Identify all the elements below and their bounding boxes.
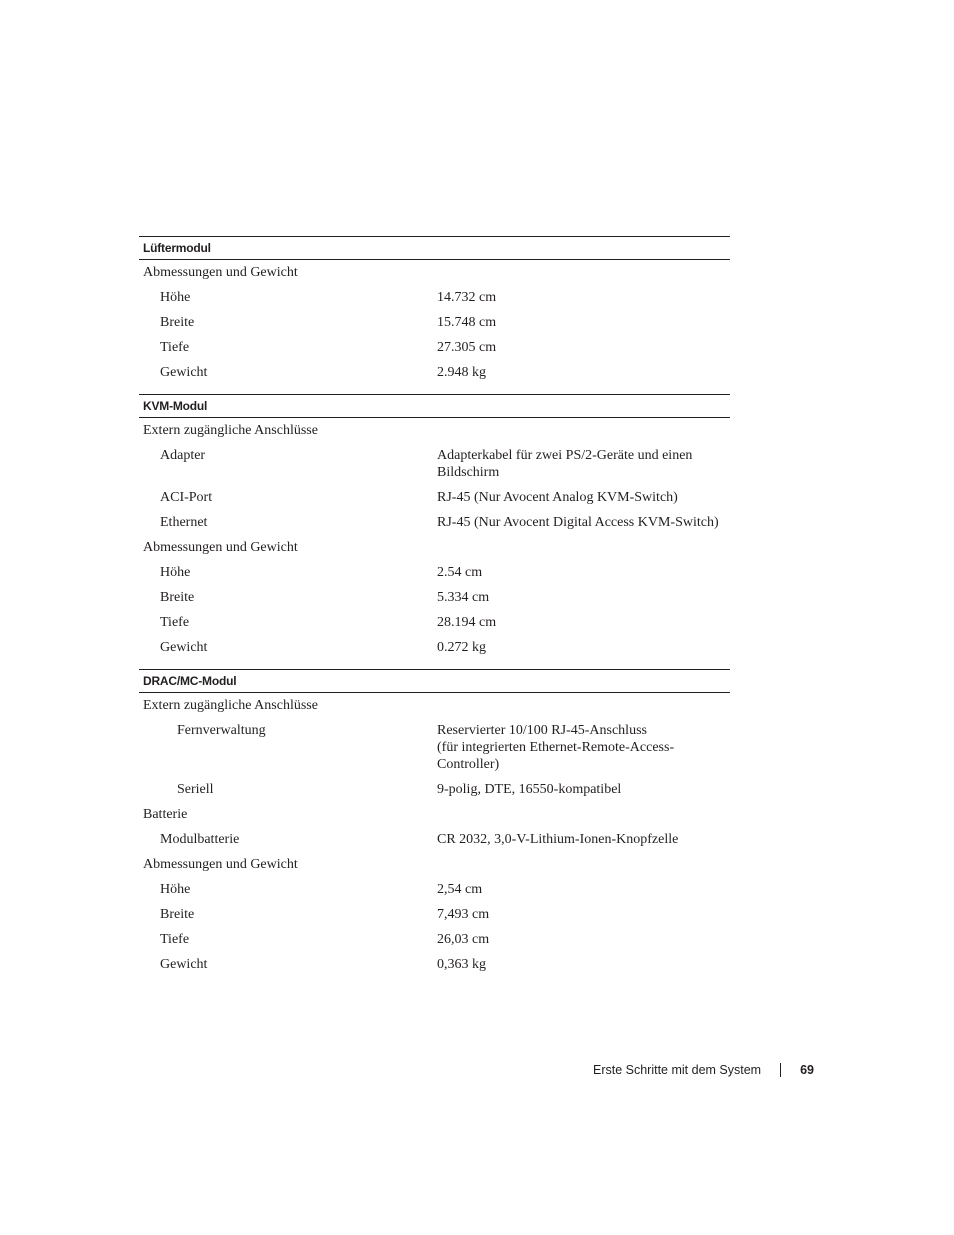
spec-row — [139, 927, 730, 952]
spec-table — [139, 236, 730, 977]
spec-value: Reservierter 10/100 RJ-45-Anschluss (für integrierten Ethernet-Remote-Access-Controller) — [437, 723, 675, 772]
spec-value: 7,493 cm — [437, 907, 490, 922]
spec-value: RJ-45 (Nur Avocent Analog KVM-Switch) — [437, 490, 678, 505]
page-number: 69 — [800, 1063, 814, 1077]
group-label: Abmessungen und Gewicht — [143, 857, 298, 872]
group-label: Abmessungen und Gewicht — [143, 540, 298, 555]
spec-row — [139, 635, 730, 660]
spec-value: 2.948 kg — [437, 365, 486, 380]
spec-label: Adapter — [160, 448, 206, 463]
spec-label: Tiefe — [160, 615, 190, 630]
spec-label: Gewicht — [160, 957, 208, 972]
page-footer — [593, 1061, 814, 1079]
spec-value: 2,54 cm — [437, 882, 483, 897]
spec-label: Ethernet — [160, 515, 208, 530]
section-drac-mc-modul — [139, 669, 730, 977]
group-label: Extern zugängliche Anschlüsse — [143, 423, 318, 438]
spec-label: Fernverwaltung — [177, 723, 266, 738]
spec-row — [139, 585, 730, 610]
footer-divider — [780, 1063, 781, 1077]
spec-row — [139, 877, 730, 902]
spec-value: 2.54 cm — [437, 565, 483, 580]
spec-row — [139, 443, 730, 485]
spec-value: 15.748 cm — [437, 315, 497, 330]
section-title: DRAC/MC-Modul — [139, 669, 730, 693]
spec-label: Seriell — [177, 782, 214, 797]
spec-label: Gewicht — [160, 640, 208, 655]
group-label: Extern zugängliche Anschlüsse — [143, 698, 318, 713]
section-kvm-modul — [139, 394, 730, 660]
spec-row — [139, 952, 730, 977]
spec-label: Höhe — [160, 882, 191, 897]
section-title: KVM-Modul — [139, 394, 730, 418]
spec-label: Modulbatterie — [160, 832, 240, 847]
group-label: Abmessungen und Gewicht — [143, 265, 298, 280]
spec-value: 14.732 cm — [437, 290, 497, 305]
spec-value: 0.272 kg — [437, 640, 486, 655]
group-row — [139, 260, 730, 285]
spec-value: 5.334 cm — [437, 590, 490, 605]
spec-value: RJ-45 (Nur Avocent Digital Access KVM-Switch) — [437, 515, 719, 530]
spec-label: Höhe — [160, 565, 191, 580]
spec-row — [139, 777, 730, 802]
spec-value: 0,363 kg — [437, 957, 486, 972]
spec-row — [139, 310, 730, 335]
spec-label: Breite — [160, 315, 195, 330]
spec-row — [139, 610, 730, 635]
spec-value: 28.194 cm — [437, 615, 497, 630]
spec-value: 27.305 cm — [437, 340, 497, 355]
spec-row — [139, 335, 730, 360]
group-row — [139, 418, 730, 443]
chapter-title: Erste Schritte mit dem System — [592, 1063, 762, 1077]
spec-row — [139, 360, 730, 385]
spec-value: CR 2032, 3,0-V-Lithium-Ionen-Knopfzelle — [437, 832, 679, 847]
spec-label: Breite — [160, 907, 195, 922]
spec-row — [139, 485, 730, 510]
spec-row — [139, 718, 730, 777]
group-row — [139, 802, 730, 827]
spec-value: 9-polig, DTE, 16550-kompatibel — [437, 782, 622, 797]
spec-row — [139, 510, 730, 535]
spec-label: Breite — [160, 590, 195, 605]
section-title: Lüftermodul — [139, 236, 730, 260]
group-row — [139, 535, 730, 560]
group-row — [139, 852, 730, 877]
spec-value: 26,03 cm — [437, 932, 490, 947]
spec-row — [139, 285, 730, 310]
spec-label: Gewicht — [160, 365, 208, 380]
section-lueftermodul — [139, 236, 730, 385]
spec-row — [139, 902, 730, 927]
spec-row — [139, 560, 730, 585]
spec-label: Tiefe — [160, 340, 190, 355]
spec-label: ACI-Port — [160, 490, 213, 505]
spec-value: Adapterkabel für zwei PS/2-Geräte und einen Bildschirm — [437, 448, 693, 480]
spec-label: Tiefe — [160, 932, 190, 947]
group-row — [139, 693, 730, 718]
group-label: Batterie — [143, 807, 188, 822]
spec-row — [139, 827, 730, 852]
spec-label: Höhe — [160, 290, 191, 305]
